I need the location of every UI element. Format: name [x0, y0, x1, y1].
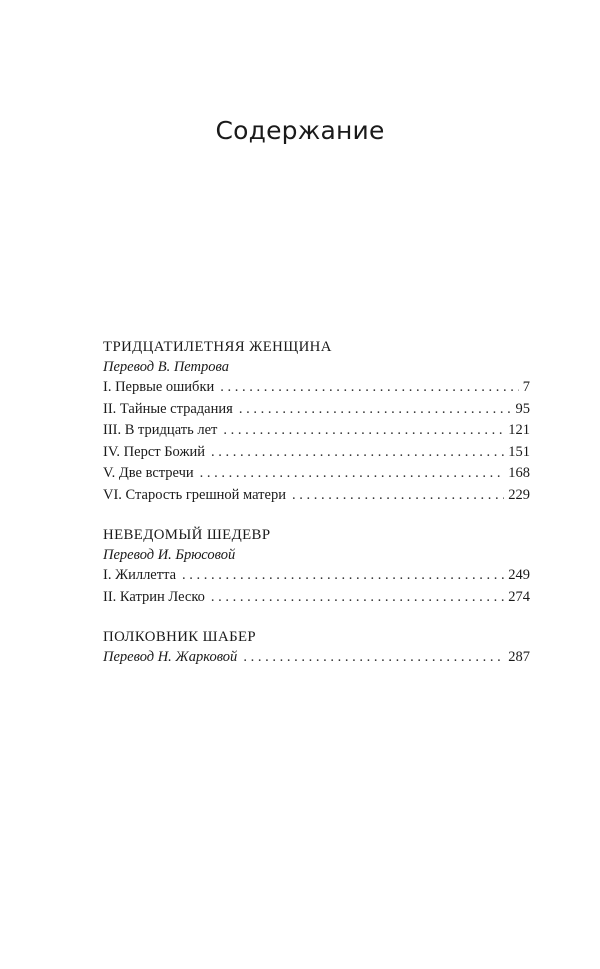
toc-section-colonel-chabert [103, 628, 530, 669]
section-heading: ТРИДЦАТИЛЕТНЯЯ ЖЕНЩИНА [103, 339, 332, 355]
toc-entry[interactable] [103, 647, 530, 669]
entry-page-number: 168 [508, 465, 530, 481]
entry-label: I. Первые ошибки [103, 379, 215, 395]
entry-page-number: 287 [508, 649, 530, 665]
section-heading: ПОЛКОВНИК ШАБЕР [103, 629, 257, 645]
dot-leader [223, 420, 504, 442]
section-heading: НЕВЕДОМЫЙ ШЕДЕВР [103, 527, 271, 543]
toc-entry[interactable] [103, 420, 530, 442]
toc-entry[interactable] [103, 377, 530, 399]
dot-leader [200, 463, 505, 485]
entry-label: I. Жиллетта [103, 567, 177, 583]
dot-leader [243, 647, 504, 669]
entry-page-number: 151 [508, 443, 530, 460]
entry-page-number: 249 [508, 567, 530, 583]
toc-entry[interactable] [103, 399, 530, 421]
translator-credit: Перевод В. Петрова [103, 359, 229, 375]
dot-leader [239, 399, 512, 421]
entry-page-number: 229 [508, 486, 530, 503]
dot-leader [182, 565, 504, 587]
entry-page-number: 121 [508, 422, 530, 438]
entry-page-number: 95 [515, 400, 530, 417]
entry-page-number: 274 [508, 588, 530, 605]
entry-label: VI. Старость грешной матери [103, 486, 286, 503]
translator-credit: Перевод И. Брюсовой [103, 547, 236, 563]
toc-entry[interactable] [103, 442, 530, 464]
page-title: Содержание [215, 116, 385, 145]
entry-page-number: 7 [522, 379, 530, 395]
toc-entry[interactable] [103, 565, 530, 587]
dot-leader [220, 377, 519, 399]
toc-section-unknown-masterpiece [103, 526, 530, 608]
entry-label: II. Тайные страдания [103, 400, 233, 417]
entry-label: III. В тридцать лет [103, 422, 218, 438]
translator-credit: Перевод Н. Жарковой [103, 649, 238, 665]
table-of-contents [103, 338, 530, 689]
toc-entry[interactable] [103, 485, 530, 507]
entry-label: V. Две встречи [103, 465, 194, 481]
entry-label: II. Катрин Леско [103, 588, 205, 605]
dot-leader [211, 442, 504, 464]
toc-entry[interactable] [103, 463, 530, 485]
toc-section-thirty-year-old-woman [103, 338, 530, 506]
toc-entry[interactable] [103, 587, 530, 609]
dot-leader [292, 485, 504, 507]
dot-leader [211, 587, 504, 609]
entry-label: IV. Перст Божий [103, 443, 205, 460]
